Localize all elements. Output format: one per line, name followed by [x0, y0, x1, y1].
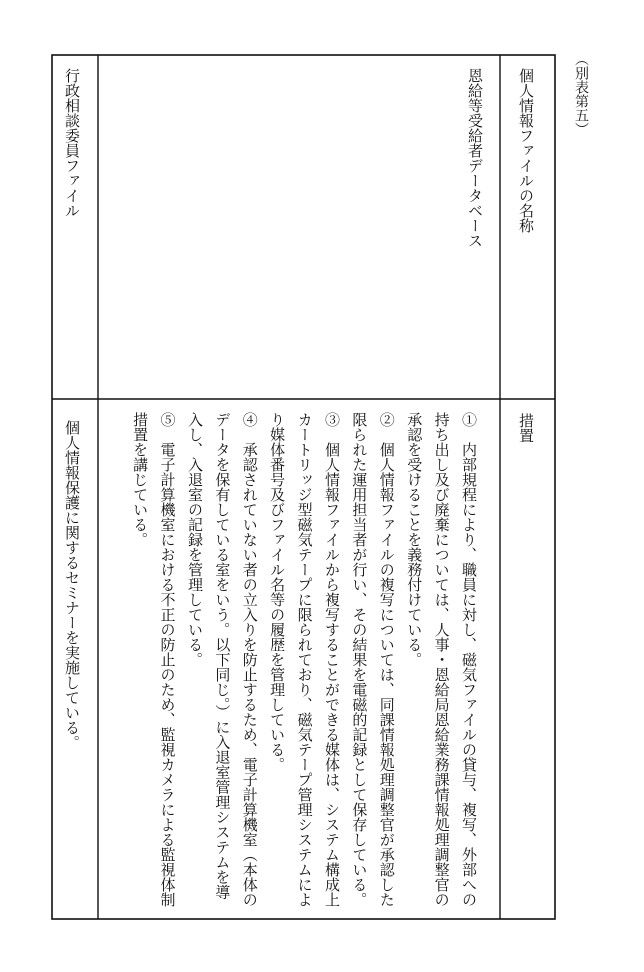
row-1-measures: [106, 412, 482, 908]
header-measure-label: 措置: [517, 413, 535, 443]
row-1-file-name: 恩給等受給者データベース: [466, 68, 484, 248]
measure-item-1: ① 内部規程により、職員に対し、磁気ファイルの貸与、複写、外部への持ち出し及び廃棄については、人事・恩給局恩給業務課情報処理調整官の承認を受けることを義務付けている。: [405, 412, 478, 907]
measure-item-2: ② 個人情報ファイルの複写については、同課情報処理調整官が承認した限られた運用担当者が行い、その結果を電磁的記録として保存している。: [350, 412, 396, 907]
measure-item-4: ④ 承認されていない者の立入りを防止するため、電子計算機室（本体のデータを保有している室をいう。以下同じ。）に入退室管理システムを導入し、入退室の記録を管理している。: [185, 412, 259, 907]
measure-item-3: ③ 個人情報ファイルから複写することができる媒体は、システム構成上カートリッジ型磁気テープに限られており、磁気テープ管理システムにより媒体番号及びファイル名等の履歴を管理している。: [268, 412, 341, 907]
measure-item-5: ⑤ 電子計算機室における不正の防止のため、監視カメラによる監視体制措置を講じている。: [131, 412, 177, 907]
row-2-measure: 個人情報保護に関するセミナーを実施している。: [63, 420, 81, 750]
header-name-label: 個人情報ファイルの名称: [517, 68, 535, 233]
appendix-label: （別表第五）: [573, 52, 589, 136]
row-2-file-name: 行政相談委員ファイル: [63, 68, 81, 218]
